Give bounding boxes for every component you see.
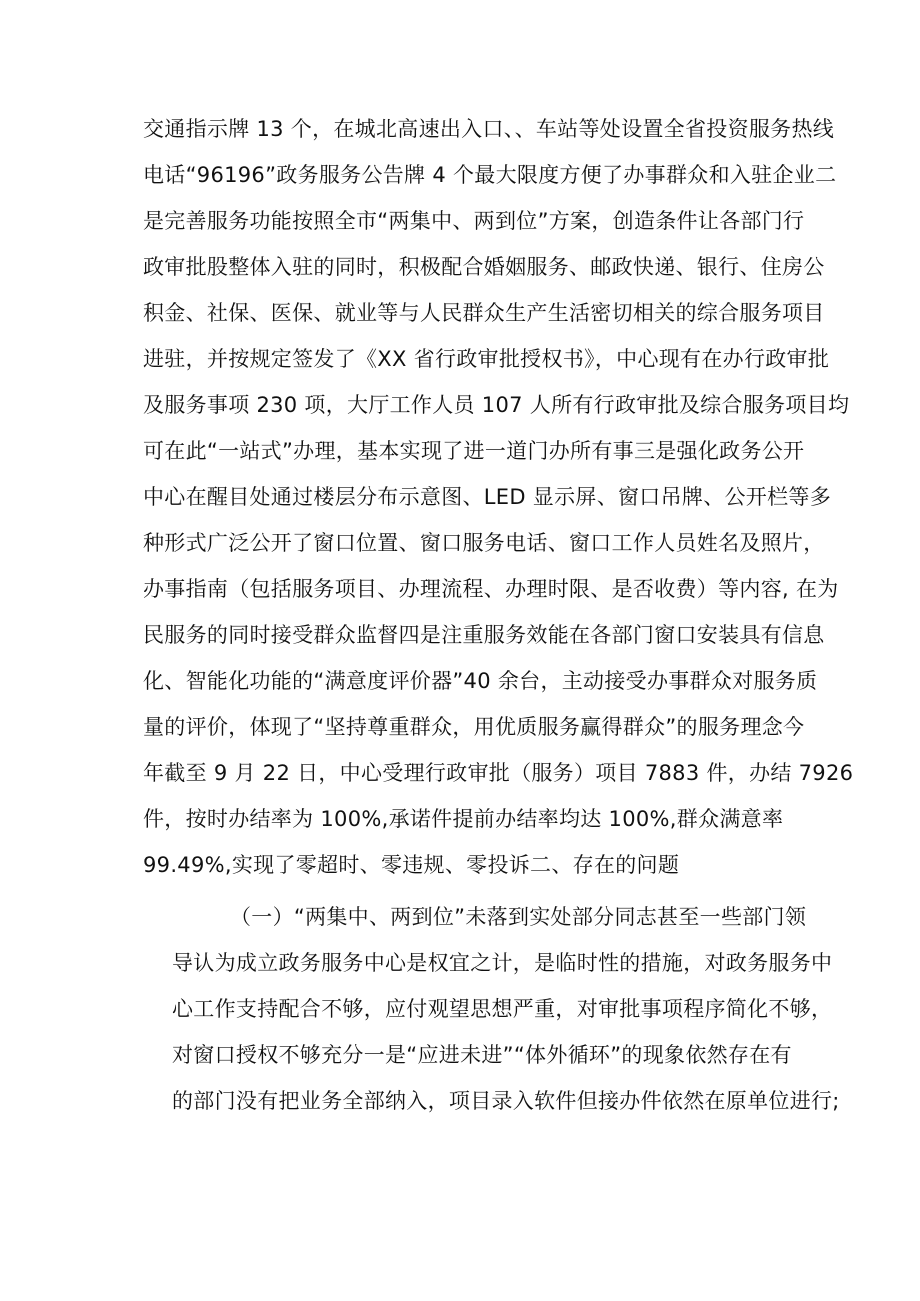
text-line: 及服务事项 230 项，大厅工作人员 107 人所有行政审批及综合服务项目均 <box>143 393 850 417</box>
text-line: 民服务的同时接受群众监督四是注重服务效能在各部门窗口安装具有信息 <box>143 623 825 647</box>
text-line: （一）“两集中、两到位”未落到实处部分同志甚至一些部门领 <box>230 905 807 929</box>
text-line: 是完善服务功能按照全市“两集中、两到位”方案，创造条件让各部门行 <box>143 209 805 233</box>
text-line: 化、智能化功能的“满意度评价器”40 余台，主动接受办事群众对服务质 <box>143 669 818 693</box>
text-line: 99.49%,实现了零超时、零违规、零投诉二、存在的问题 <box>143 853 680 877</box>
text-line: 年截至 9 月 22 日，中心受理行政审批（服务）项目 7883 件，办结 7926 <box>143 761 854 785</box>
text-line: 量的评价，体现了“坚持尊重群众，用优质服务赢得群众”的服务理念今 <box>143 715 805 739</box>
text-line: 政审批股整体入驻的同时，积极配合婚姻服务、邮政快递、银行、住房公 <box>143 255 825 279</box>
text-line: 电话“96196”政务服务公告牌 4 个最大限度方便了办事群众和入驻企业二 <box>143 163 837 187</box>
text-line: 的部门没有把业务全部纳入，项目录入软件但接办件依然在原单位进行; <box>172 1089 840 1113</box>
text-line: 中心在醒目处通过楼层分布示意图、LED 显示屏、窗口吊牌、公开栏等多 <box>143 485 832 509</box>
text-line: 办事指南（包括服务项目、办理流程、办理时限、是否收费）等内容, 在为 <box>143 577 839 601</box>
text-line: 心工作支持配合不够，应付观望思想严重，对审批事项程序简化不够， <box>172 997 833 1021</box>
text-line: 对窗口授权不够充分一是“应进未进”“体外循环”的现象依然存在有 <box>172 1043 792 1067</box>
text-line: 导认为成立政务服务中心是权宜之计，是临时性的措施，对政务服务中 <box>172 951 833 975</box>
text-line: 交通指示牌 13 个，在城北高速出入口、、车站等处设置全省投资服务热线 <box>143 117 835 141</box>
text-line: 进驻，并按规定签发了《XX 省行政审批授权书》，中心现有在办行政审批 <box>143 347 830 371</box>
text-line: 件，按时办结率为 100%,承诺件提前办结率均达 100%,群众满意率 <box>143 807 784 831</box>
text-line: 种形式广泛公开了窗口位置、窗口服务电话、窗口工作人员姓名及照片， <box>143 531 825 555</box>
text-line: 积金、社保、医保、就业等与人民群众生产生活密切相关的综合服务项目 <box>143 301 825 325</box>
text-line: 可在此“一站式”办理，基本实现了进一道门办所有事三是强化政务公开 <box>143 439 805 463</box>
